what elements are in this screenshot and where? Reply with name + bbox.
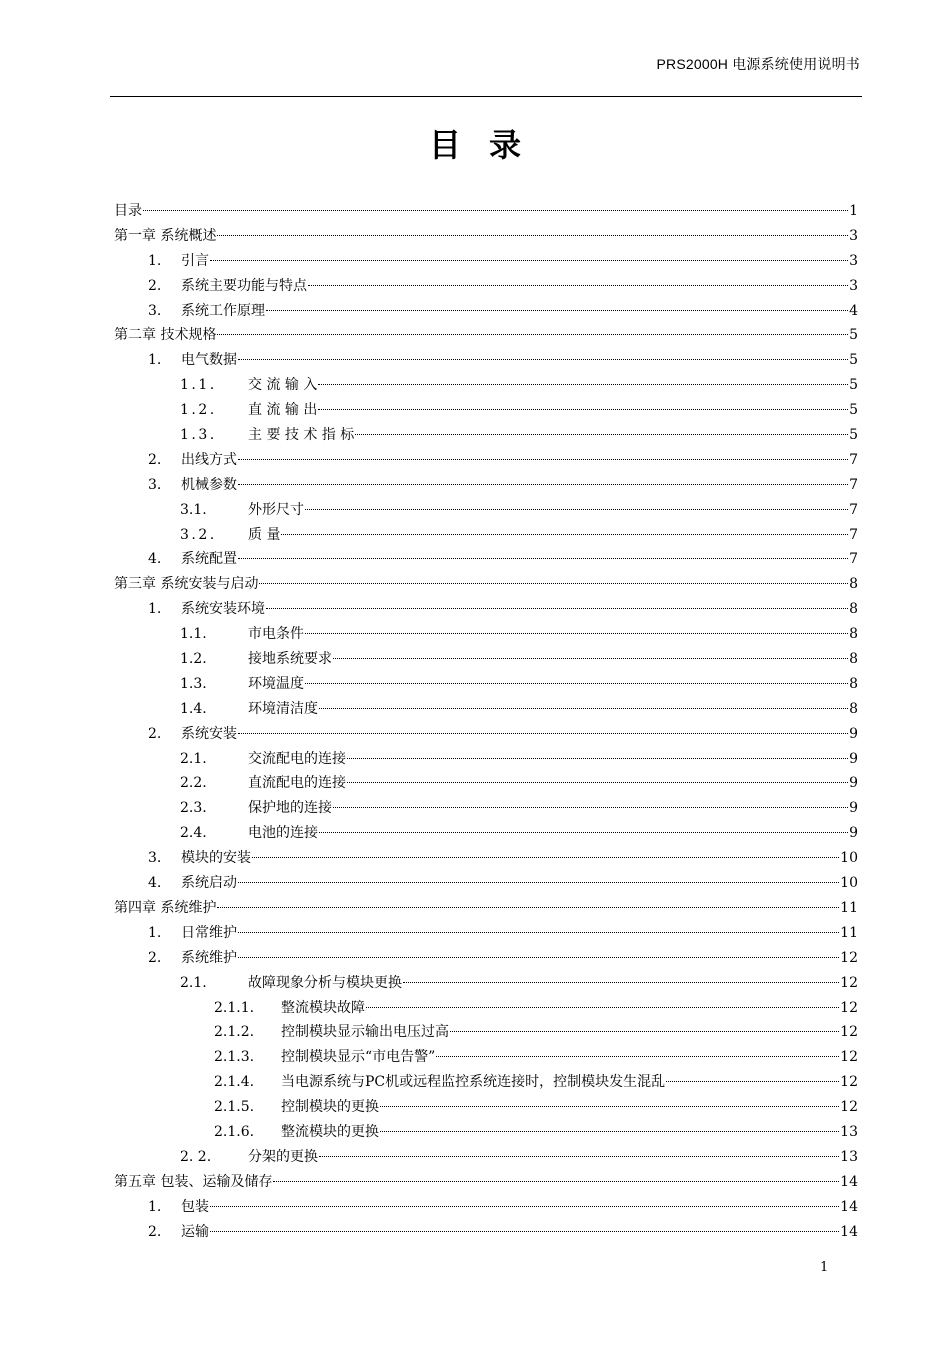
toc-entry-title: 系统维护 <box>181 949 237 966</box>
toc-entry-page: 8 <box>849 626 858 643</box>
toc-entry-page: 12 <box>840 999 858 1016</box>
toc-dot-leader <box>217 899 839 908</box>
toc-dot-leader <box>319 700 848 709</box>
toc-dot-leader <box>210 252 848 261</box>
toc-entry-page: 3 <box>849 252 858 269</box>
toc-entry-page: 12 <box>840 1074 858 1091</box>
toc-entry[interactable] <box>114 896 858 921</box>
toc-entry[interactable] <box>114 672 858 697</box>
toc-entry-number: 1. <box>148 352 162 369</box>
toc-entry-number: 2.1.2. <box>214 1024 255 1041</box>
toc-entry-title: 第四章 系统维护 <box>114 899 217 916</box>
toc-entry[interactable] <box>114 1045 858 1070</box>
toc-entry-page: 7 <box>849 451 858 468</box>
toc-entry-title: 系统工作原理 <box>181 302 265 319</box>
toc-entry-title: 保护地的连接 <box>248 800 332 817</box>
toc-entry-title: 运输 <box>181 1223 209 1240</box>
toc-entry-number: 1. <box>148 924 162 941</box>
toc-entry-title: 直流配电的连接 <box>248 775 346 792</box>
toc-entry-title: 环境温度 <box>248 675 304 692</box>
toc-entry[interactable] <box>114 448 858 473</box>
toc-entry-number: 2.1.3. <box>214 1049 255 1066</box>
toc-entry-number: 3.2. <box>180 526 217 543</box>
toc-entry[interactable] <box>114 871 858 896</box>
toc-entry[interactable] <box>114 996 858 1021</box>
toc-entry-title: 系统安装环境 <box>181 601 265 618</box>
toc-entry-number: 2. <box>148 949 162 966</box>
toc-entry[interactable] <box>114 1120 858 1145</box>
toc-entry-number: 2. <box>148 277 162 294</box>
toc-entry-page: 11 <box>840 899 858 916</box>
toc-entry[interactable] <box>114 473 858 498</box>
toc-entry[interactable] <box>114 249 858 274</box>
toc-entry-page: 7 <box>849 476 858 493</box>
toc-entry-number: 3. <box>148 850 162 867</box>
toc-entry[interactable] <box>114 697 858 722</box>
toc-dot-leader <box>355 426 848 435</box>
toc-dot-leader <box>305 675 848 684</box>
toc-entry-page: 8 <box>849 675 858 692</box>
toc-entry-title: 故障现象分析与模块更换 <box>248 974 402 991</box>
toc-entry[interactable] <box>114 348 858 373</box>
toc-dot-leader <box>238 550 848 559</box>
toc-entry-title: 控制模块显示输出电压过高 <box>281 1024 449 1041</box>
toc-entry-title: 质 量 <box>248 526 281 543</box>
toc-entry-number: 2.3. <box>180 800 207 817</box>
toc-entry[interactable] <box>114 771 858 796</box>
toc-entry-number: 2.1.6. <box>214 1123 255 1140</box>
toc-entry-number: 2.1.1. <box>214 999 255 1016</box>
toc-dot-leader <box>266 600 848 609</box>
toc-entry-page: 5 <box>849 377 858 394</box>
toc-dot-leader <box>238 451 848 460</box>
toc-dot-leader <box>308 277 848 286</box>
toc-entry-number: 1. <box>148 1198 162 1215</box>
toc-entry[interactable] <box>114 274 858 299</box>
toc-entry[interactable] <box>114 1145 858 1170</box>
toc-entry-page: 5 <box>849 402 858 419</box>
toc-entry-page: 5 <box>849 427 858 444</box>
toc-entry-page: 9 <box>849 825 858 842</box>
toc-entry[interactable] <box>114 498 858 523</box>
document-header-title: PRS2000H 电源系统使用说明书 <box>656 56 860 72</box>
toc-entry-title: 市电条件 <box>248 626 304 643</box>
toc-entry-title: 系统安装 <box>181 725 237 742</box>
toc-entry-page: 13 <box>840 1123 858 1140</box>
toc-entry-title: 系统配置 <box>181 551 237 568</box>
toc-dot-leader <box>238 874 839 883</box>
toc-entry-page: 9 <box>849 725 858 742</box>
toc-entry[interactable] <box>114 373 858 398</box>
toc-entry-page: 5 <box>849 327 858 344</box>
toc-entry[interactable] <box>114 921 858 946</box>
toc-entry-number: 2.1. <box>180 750 207 767</box>
toc-entry-page: 1 <box>849 203 858 219</box>
toc-entry[interactable] <box>114 622 858 647</box>
toc-dot-leader <box>305 501 848 510</box>
toc-dot-leader <box>217 326 848 335</box>
toc-entry-title: 目录 <box>114 203 142 219</box>
toc-entry[interactable] <box>114 971 858 996</box>
toc-entry-number: 3. <box>148 476 162 493</box>
toc-entry-number: 2.2. <box>180 775 207 792</box>
toc-entry[interactable] <box>114 796 858 821</box>
toc-dot-leader <box>238 924 839 933</box>
table-of-contents <box>114 199 858 1244</box>
toc-entry[interactable] <box>114 199 858 224</box>
toc-entry[interactable] <box>114 299 858 324</box>
toc-entry-title: 直 流 输 出 <box>248 402 318 419</box>
toc-entry-page: 7 <box>849 551 858 568</box>
toc-dot-leader <box>436 1048 839 1057</box>
toc-entry-page: 12 <box>840 949 858 966</box>
toc-entry-title: 日常维护 <box>181 924 237 941</box>
toc-dot-leader <box>380 1123 839 1132</box>
header-divider <box>110 96 862 97</box>
toc-entry-page: 8 <box>849 576 858 593</box>
toc-dot-leader <box>319 824 848 833</box>
toc-entry-title: 出线方式 <box>181 451 237 468</box>
page-title: 目录 <box>428 126 549 164</box>
toc-entry-number: 1.1. <box>180 377 217 394</box>
toc-entry[interactable] <box>114 1220 858 1245</box>
toc-entry-page: 14 <box>840 1173 858 1190</box>
toc-entry-page: 8 <box>849 651 858 668</box>
toc-dot-leader <box>347 750 848 759</box>
toc-entry-page: 3 <box>849 277 858 294</box>
page-number: 1 <box>820 1260 829 1275</box>
toc-entry-title: 环境清洁度 <box>248 700 318 717</box>
toc-entry-title: 控制模块的更换 <box>281 1099 379 1116</box>
toc-entry-number: 1.2. <box>180 402 217 419</box>
toc-entry-number: 1.1. <box>180 626 207 643</box>
toc-dot-leader <box>281 526 848 535</box>
toc-entry-title: 交 流 输 入 <box>248 377 318 394</box>
toc-entry-title: 第一章 系统概述 <box>114 227 217 244</box>
toc-entry[interactable] <box>114 1020 858 1045</box>
toc-entry-title: 控制模块显示“市电告警” <box>281 1049 436 1066</box>
toc-entry-number: 3.1. <box>180 501 207 518</box>
toc-dot-leader <box>319 1148 839 1157</box>
toc-entry-number: 1. <box>148 601 162 618</box>
toc-dot-leader <box>333 799 848 808</box>
toc-entry-number: 1.4. <box>180 700 207 717</box>
toc-entry[interactable] <box>114 1195 858 1220</box>
toc-entry-title: 系统启动 <box>181 875 237 892</box>
toc-entry-title: 系统主要功能与特点 <box>181 277 307 294</box>
toc-entry[interactable] <box>114 398 858 423</box>
toc-entry-page: 13 <box>840 1148 858 1165</box>
toc-entry[interactable] <box>114 224 858 249</box>
toc-entry-title: 电气数据 <box>181 352 237 369</box>
toc-dot-leader <box>403 974 839 983</box>
toc-entry-page: 14 <box>840 1223 858 1240</box>
toc-entry-number: 2.4. <box>180 825 207 842</box>
toc-entry[interactable] <box>114 1070 858 1095</box>
toc-entry-number: 1. <box>148 252 162 269</box>
toc-entry-page: 5 <box>849 352 858 369</box>
toc-dot-leader <box>238 476 848 485</box>
toc-entry-number: 1.2. <box>180 651 207 668</box>
toc-entry[interactable] <box>114 597 858 622</box>
toc-entry-number: 2. <box>148 1223 162 1240</box>
toc-entry-title: 交流配电的连接 <box>248 750 346 767</box>
toc-entry[interactable] <box>114 1095 858 1120</box>
toc-entry-number: 2. 2. <box>180 1148 212 1165</box>
toc-entry-page: 10 <box>840 875 858 892</box>
toc-entry-page: 8 <box>849 700 858 717</box>
toc-entry-page: 7 <box>849 501 858 518</box>
toc-entry[interactable] <box>114 846 858 871</box>
toc-dot-leader <box>217 227 848 236</box>
toc-entry-title: 包装 <box>181 1198 209 1215</box>
toc-entry-page: 9 <box>849 800 858 817</box>
toc-entry-page: 12 <box>840 1099 858 1116</box>
toc-entry-page: 9 <box>849 775 858 792</box>
toc-entry-number: 1.3. <box>180 427 217 444</box>
toc-dot-leader <box>450 1023 839 1032</box>
toc-entry-title: 第五章 包装、运输及储存 <box>114 1173 273 1190</box>
toc-dot-leader <box>238 351 848 360</box>
toc-dot-leader <box>318 376 848 385</box>
toc-dot-leader <box>333 650 848 659</box>
toc-entry-title: 分架的更换 <box>248 1148 318 1165</box>
toc-entry[interactable] <box>114 323 858 348</box>
toc-entry-number: 2. <box>148 451 162 468</box>
toc-dot-leader <box>210 1223 839 1232</box>
toc-entry-title: 引言 <box>181 252 209 269</box>
toc-dot-leader <box>305 625 848 634</box>
toc-dot-leader <box>259 575 848 584</box>
toc-entry-page: 3 <box>849 227 858 244</box>
toc-entry[interactable] <box>114 572 858 597</box>
toc-entry-title: 电池的连接 <box>248 825 318 842</box>
toc-entry-page: 12 <box>840 1049 858 1066</box>
toc-entry[interactable] <box>114 747 858 772</box>
toc-dot-leader <box>143 202 848 211</box>
toc-dot-leader <box>318 401 848 410</box>
toc-entry-number: 2.1.4. <box>214 1074 255 1091</box>
toc-entry-page: 4 <box>849 302 858 319</box>
toc-entry-title: 整流模块故障 <box>281 999 365 1016</box>
toc-entry-number: 3. <box>148 302 162 319</box>
toc-entry[interactable] <box>114 821 858 846</box>
toc-entry-page: 14 <box>840 1198 858 1215</box>
toc-entry-title: 机械参数 <box>181 476 237 493</box>
toc-entry-title: 接地系统要求 <box>248 651 332 668</box>
toc-entry-title: 第三章 系统安装与启动 <box>114 576 259 593</box>
toc-dot-leader <box>380 1098 839 1107</box>
toc-entry-title: 模块的安装 <box>181 850 251 867</box>
toc-dot-leader <box>347 774 848 783</box>
toc-entry-page: 11 <box>840 924 858 941</box>
toc-entry-page: 7 <box>849 526 858 543</box>
toc-entry-number: 2.1.5. <box>214 1099 255 1116</box>
toc-entry[interactable] <box>114 423 858 448</box>
toc-entry[interactable] <box>114 523 858 548</box>
toc-entry[interactable] <box>114 547 858 572</box>
toc-dot-leader <box>238 949 839 958</box>
toc-dot-leader <box>273 1173 839 1182</box>
toc-entry-title: 主 要 技 术 指 标 <box>248 427 355 444</box>
toc-entry-title: 整流模块的更换 <box>281 1123 379 1140</box>
toc-entry-number: 4. <box>148 875 162 892</box>
toc-entry[interactable] <box>114 647 858 672</box>
toc-entry-number: 4. <box>148 551 162 568</box>
toc-entry[interactable] <box>114 1170 858 1195</box>
toc-dot-leader <box>266 302 848 311</box>
toc-entry-page: 12 <box>840 1024 858 1041</box>
toc-entry-page: 10 <box>840 850 858 867</box>
toc-entry-page: 12 <box>840 974 858 991</box>
toc-entry-number: 2.1. <box>180 974 207 991</box>
toc-entry[interactable] <box>114 946 858 971</box>
toc-entry-title: 当电源系统与PC机或远程监控系统连接时，控制模块发生混乱 <box>281 1074 666 1091</box>
toc-dot-leader <box>366 999 839 1008</box>
toc-entry[interactable] <box>114 722 858 747</box>
toc-entry-title: 外形尺寸 <box>248 501 304 518</box>
toc-dot-leader <box>252 849 839 858</box>
toc-dot-leader <box>666 1073 839 1082</box>
toc-entry-title: 第二章 技术规格 <box>114 327 217 344</box>
toc-entry-number: 1.3. <box>180 675 207 692</box>
toc-dot-leader <box>238 725 848 734</box>
toc-entry-page: 9 <box>849 750 858 767</box>
toc-entry-number: 2. <box>148 725 162 742</box>
toc-entry-page: 8 <box>849 601 858 618</box>
toc-dot-leader <box>210 1198 839 1207</box>
